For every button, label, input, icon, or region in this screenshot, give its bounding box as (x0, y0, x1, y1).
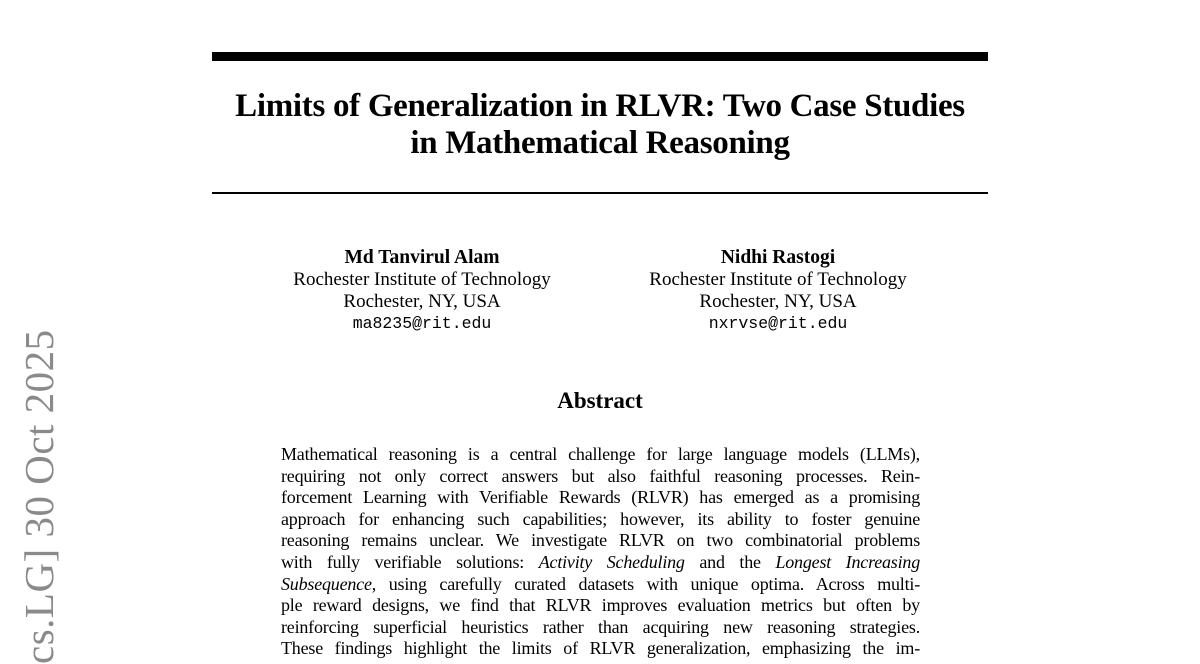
abstract-italic-phrase: Longest Increasing (775, 551, 920, 572)
abstract-line (281, 638, 920, 660)
paper-title (212, 88, 988, 162)
author-block-2 (608, 247, 948, 335)
author-location: Rochester, NY, USA (699, 291, 857, 312)
abstract-segment: ple reward designs, we find that RLVR improves evaluation metrics but often by (281, 595, 920, 616)
abstract-line (281, 509, 920, 531)
abstract-line (281, 552, 920, 574)
abstract-line (281, 595, 920, 617)
abstract-italic-phrase: Subsequence (281, 573, 372, 594)
abstract-line (281, 466, 920, 488)
abstract-segment: These findings highlight the limits of RLVR generalization, emphasizing the im- (281, 638, 920, 659)
paper-title-line2: in Mathematical Reasoning (410, 125, 790, 161)
abstract-segment: forcement Learning with Verifiable Rewards (RLVR) has emerged as a promising (281, 487, 920, 508)
author-name: Nidhi Rastogi (720, 247, 836, 268)
abstract-line (281, 574, 920, 596)
abstract-segment: with fully verifiable solutions: (281, 551, 539, 572)
arxiv-stamp: cs.LG] 30 Oct 2025 (16, 329, 62, 664)
author-location: Rochester, NY, USA (343, 291, 501, 312)
abstract-line (281, 530, 920, 552)
top-rule (212, 52, 988, 61)
abstract-text (281, 444, 920, 660)
paper-title-line1: Limits of Generalization in RLVR: Two Case Studies (235, 88, 965, 124)
abstract-line (281, 487, 920, 509)
author-email: nxrvse@rit.edu (708, 314, 848, 333)
abstract-segment: reinforcing superficial heuristics rather than acquiring new reasoning strategies. (281, 616, 920, 637)
title-rule (212, 192, 988, 194)
abstract-segment: Mathematical reasoning is a central challenge for large language models (LLMs), (281, 444, 920, 464)
abstract-segment: reasoning remains unclear. We investigate RLVR on two combinatorial problems (281, 530, 920, 551)
abstract-line (281, 617, 920, 639)
abstract-segment: , using carefully curated datasets with unique optima. Across multi- (371, 573, 920, 594)
author-name: Md Tanvirul Alam (344, 247, 500, 268)
author-affiliation: Rochester Institute of Technology (649, 269, 907, 290)
abstract-line (281, 444, 920, 466)
author-affiliation: Rochester Institute of Technology (293, 269, 551, 290)
abstract-heading: Abstract (557, 388, 643, 413)
author-email: ma8235@rit.edu (352, 314, 492, 333)
abstract-segment: requiring not only correct answers but also faithful reasoning processes. Rein- (281, 465, 920, 486)
abstract-italic-phrase: Activity Scheduling (538, 551, 685, 572)
author-block-1 (252, 247, 592, 335)
abstract-segment: approach for enhancing such capabilities; however, its ability to foster genuine (281, 508, 920, 529)
abstract-segment: and the (684, 551, 776, 572)
